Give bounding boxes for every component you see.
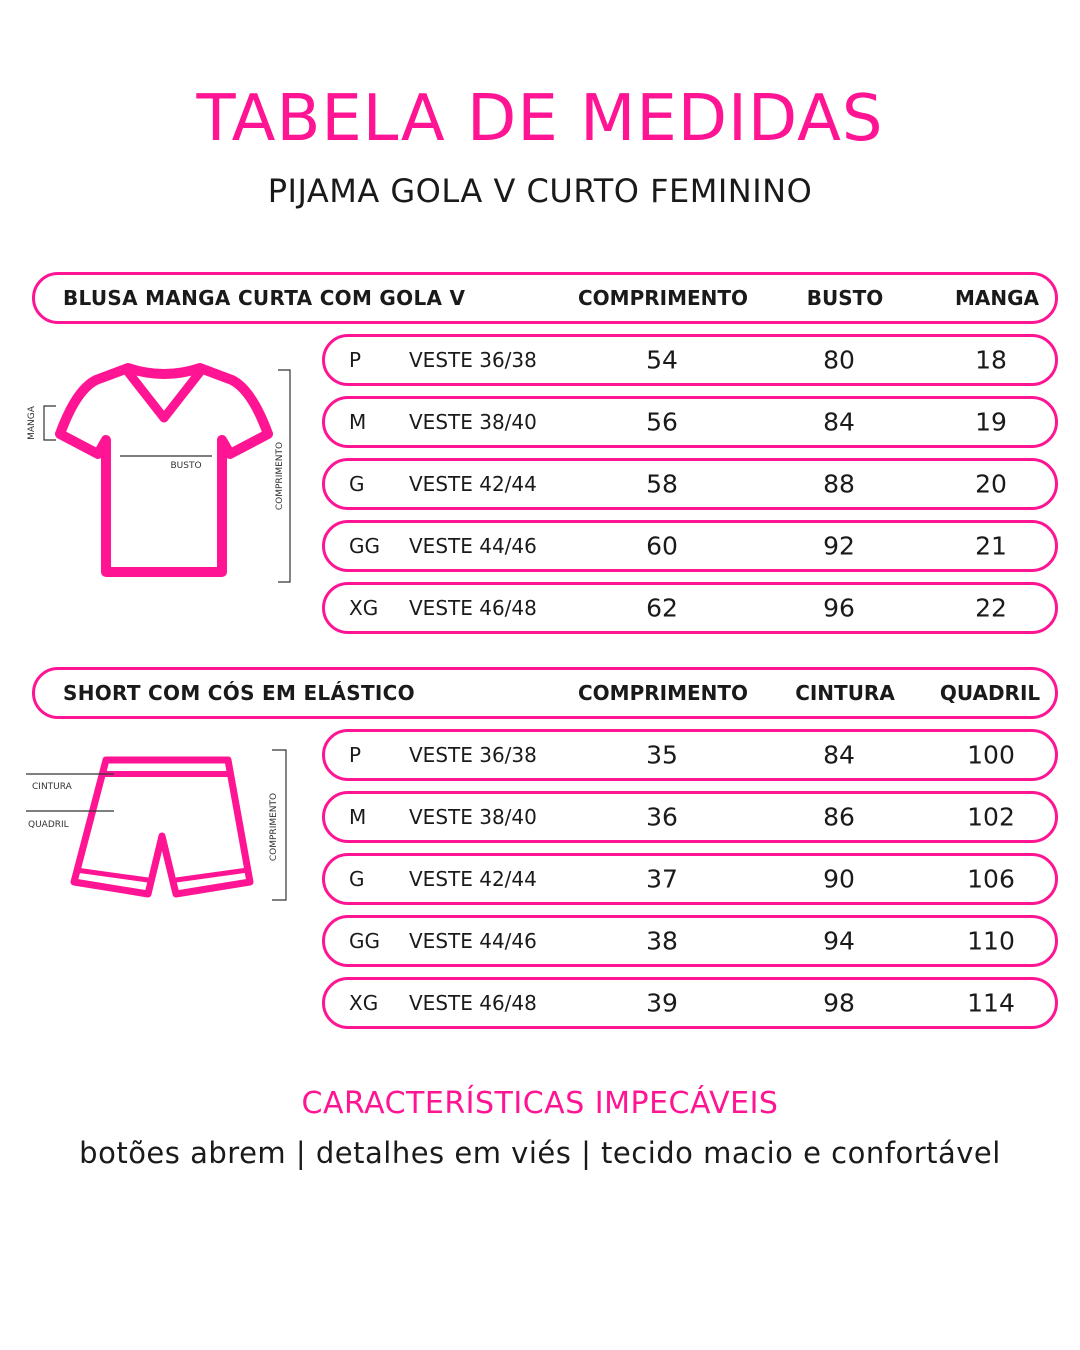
short-size-row xyxy=(322,915,1058,967)
shorts-icon xyxy=(24,740,304,910)
shirt-size-row xyxy=(322,396,1058,448)
short-cintura-value: 84 xyxy=(823,740,855,770)
shirt-busto-value: 80 xyxy=(823,345,855,375)
short-comprimento-value: 35 xyxy=(646,740,678,770)
short-cintura-value: 94 xyxy=(823,926,855,956)
shirt-veste-label: VESTE 42/44 xyxy=(409,472,537,496)
short-table-header xyxy=(32,667,1058,719)
shirt-comprimento-value: 60 xyxy=(646,531,678,561)
shirt-header-label: BLUSA MANGA CURTA COM GOLA V xyxy=(63,286,466,310)
tshirt-icon xyxy=(24,350,304,590)
short-cintura-value: 86 xyxy=(823,802,855,832)
shirt-manga-value: 20 xyxy=(975,469,1007,499)
shirt-veste-label: VESTE 36/38 xyxy=(409,348,537,372)
shirt-size-row xyxy=(322,334,1058,386)
busto-label: BUSTO xyxy=(170,461,202,471)
short-cintura-value: 90 xyxy=(823,864,855,894)
shirt-size-label: M xyxy=(349,410,367,434)
short-comprimento-value: 36 xyxy=(646,802,678,832)
shirt-table-header xyxy=(32,272,1058,324)
manga-label: MANGA xyxy=(27,406,37,440)
shirt-size-row xyxy=(322,582,1058,634)
short-size-row xyxy=(322,791,1058,843)
short-header-label: SHORT COM CÓS EM ELÁSTICO xyxy=(63,681,415,705)
shirt-header-busto: BUSTO xyxy=(806,286,884,310)
shirt-header-comprimento: COMPRIMENTO xyxy=(577,286,749,310)
shirt-size-row xyxy=(322,520,1058,572)
shirt-manga-value: 18 xyxy=(975,345,1007,375)
short-quadril-value: 106 xyxy=(967,864,1015,894)
short-comprimento-value: 39 xyxy=(646,988,678,1018)
short-comprimento-value: 38 xyxy=(646,926,678,956)
short-size-label: GG xyxy=(349,929,380,953)
shirt-size-label: P xyxy=(349,348,362,372)
short-size-label: P xyxy=(349,743,362,767)
quadril-label: QUADRIL xyxy=(28,820,69,830)
shirt-comprimento-value: 54 xyxy=(646,345,678,375)
shirt-comprimento-label: COMPRIMENTO xyxy=(275,441,285,511)
short-veste-label: VESTE 36/38 xyxy=(409,743,537,767)
shirt-veste-label: VESTE 38/40 xyxy=(409,410,537,434)
short-cintura-value: 98 xyxy=(823,988,855,1018)
features-title: CARACTERÍSTICAS IMPECÁVEIS xyxy=(301,1086,779,1121)
shirt-busto-value: 84 xyxy=(823,407,855,437)
short-veste-label: VESTE 42/44 xyxy=(409,867,537,891)
short-size-label: G xyxy=(349,867,365,891)
short-size-row xyxy=(322,977,1058,1029)
shirt-comprimento-value: 58 xyxy=(646,469,678,499)
shirt-size-label: GG xyxy=(349,534,380,558)
shirt-comprimento-value: 62 xyxy=(646,593,678,623)
short-header-quadril: QUADRIL xyxy=(939,681,1041,705)
short-header-comprimento: COMPRIMENTO xyxy=(577,681,749,705)
short-size-label: XG xyxy=(349,991,379,1015)
shirt-size-label: G xyxy=(349,472,365,496)
short-quadril-value: 110 xyxy=(967,926,1015,956)
short-size-label: M xyxy=(349,805,367,829)
shirt-size-row xyxy=(322,458,1058,510)
short-header-cintura: CINTURA xyxy=(795,681,895,705)
shirt-manga-value: 21 xyxy=(975,531,1007,561)
shirt-busto-value: 96 xyxy=(823,593,855,623)
shirt-manga-value: 22 xyxy=(975,593,1007,623)
shirt-busto-value: 88 xyxy=(823,469,855,499)
cintura-label: CINTURA xyxy=(32,782,72,792)
shirt-comprimento-value: 56 xyxy=(646,407,678,437)
short-size-row xyxy=(322,853,1058,905)
short-quadril-value: 114 xyxy=(967,988,1015,1018)
shirt-header-manga: MANGA xyxy=(954,286,1039,310)
shirt-veste-label: VESTE 46/48 xyxy=(409,596,537,620)
short-veste-label: VESTE 38/40 xyxy=(409,805,537,829)
shirt-size-label: XG xyxy=(349,596,379,620)
shirt-manga-value: 19 xyxy=(975,407,1007,437)
short-veste-label: VESTE 44/46 xyxy=(409,929,537,953)
short-size-row xyxy=(322,729,1058,781)
short-quadril-value: 102 xyxy=(967,802,1015,832)
short-comprimento-value: 37 xyxy=(646,864,678,894)
short-quadril-value: 100 xyxy=(967,740,1015,770)
shirt-veste-label: VESTE 44/46 xyxy=(409,534,537,558)
page-subtitle: PIJAMA GOLA V CURTO FEMININO xyxy=(267,172,813,210)
features-text: botões abrem | detalhes em viés | tecido macio e confortável xyxy=(79,1136,1001,1170)
short-veste-label: VESTE 46/48 xyxy=(409,991,537,1015)
short-comprimento-label: COMPRIMENTO xyxy=(269,792,279,862)
shirt-busto-value: 92 xyxy=(823,531,855,561)
page-title: TABELA DE MEDIDAS xyxy=(196,82,884,156)
